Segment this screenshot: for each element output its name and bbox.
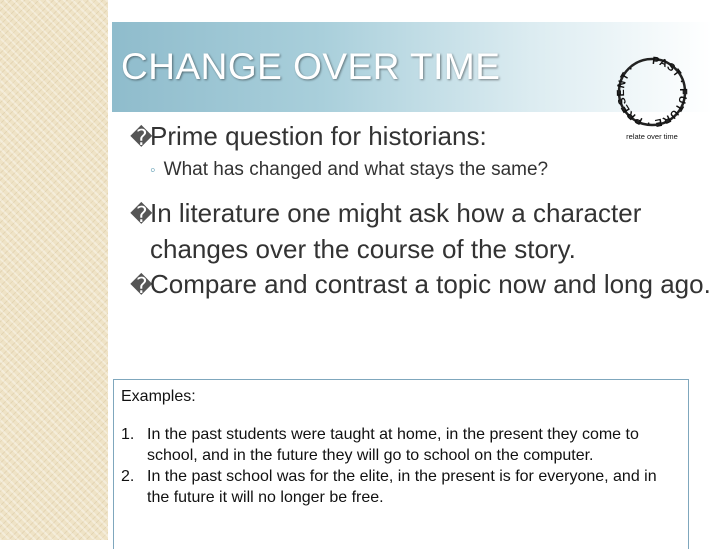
bullet-prime-question — [130, 119, 600, 155]
bullet-icon: � — [130, 202, 153, 227]
bullet-text: Prime question for historians: — [150, 121, 487, 151]
sub-bullet — [150, 159, 548, 181]
list-item-number: 2. — [121, 468, 135, 485]
sub-bullet-marker-icon: ◦ — [150, 162, 156, 179]
bullet-text: In literature one might ask how a character changes over the course of the story. — [150, 198, 642, 264]
list-item-text: In the past students were taught at home, in the present they come to school, and in the future they will go to school on the computer. — [147, 426, 639, 464]
list-item-text: In the past school was for the elite, in the present is for everyone, and in the future it will no longer be free. — [147, 468, 657, 506]
bullet-compare — [130, 267, 720, 303]
slide-title: CHANGE OVER TIME — [121, 46, 501, 87]
bullet-icon: � — [130, 273, 153, 298]
examples-box — [113, 379, 689, 549]
decorative-side-texture — [0, 0, 108, 540]
past-present-future-logo — [612, 52, 692, 152]
list-item — [121, 466, 681, 508]
logo-ring-text: PAST · FUTURE · PRESENT · — [614, 54, 690, 130]
bullet-icon: � — [130, 125, 153, 150]
logo-caption: relate over time — [626, 132, 678, 141]
sub-bullet-text: What has changed and what stays the same? — [163, 159, 549, 180]
bullet-literature — [130, 196, 720, 266]
list-item — [121, 424, 681, 466]
list-item-number: 1. — [121, 426, 135, 443]
svg-text:PAST · FUTURE · PRESENT · — [615, 55, 689, 129]
bullet-text: Compare and contrast a topic now and long ago. — [150, 269, 711, 299]
examples-list — [121, 424, 681, 508]
examples-heading: Examples: — [121, 388, 196, 405]
